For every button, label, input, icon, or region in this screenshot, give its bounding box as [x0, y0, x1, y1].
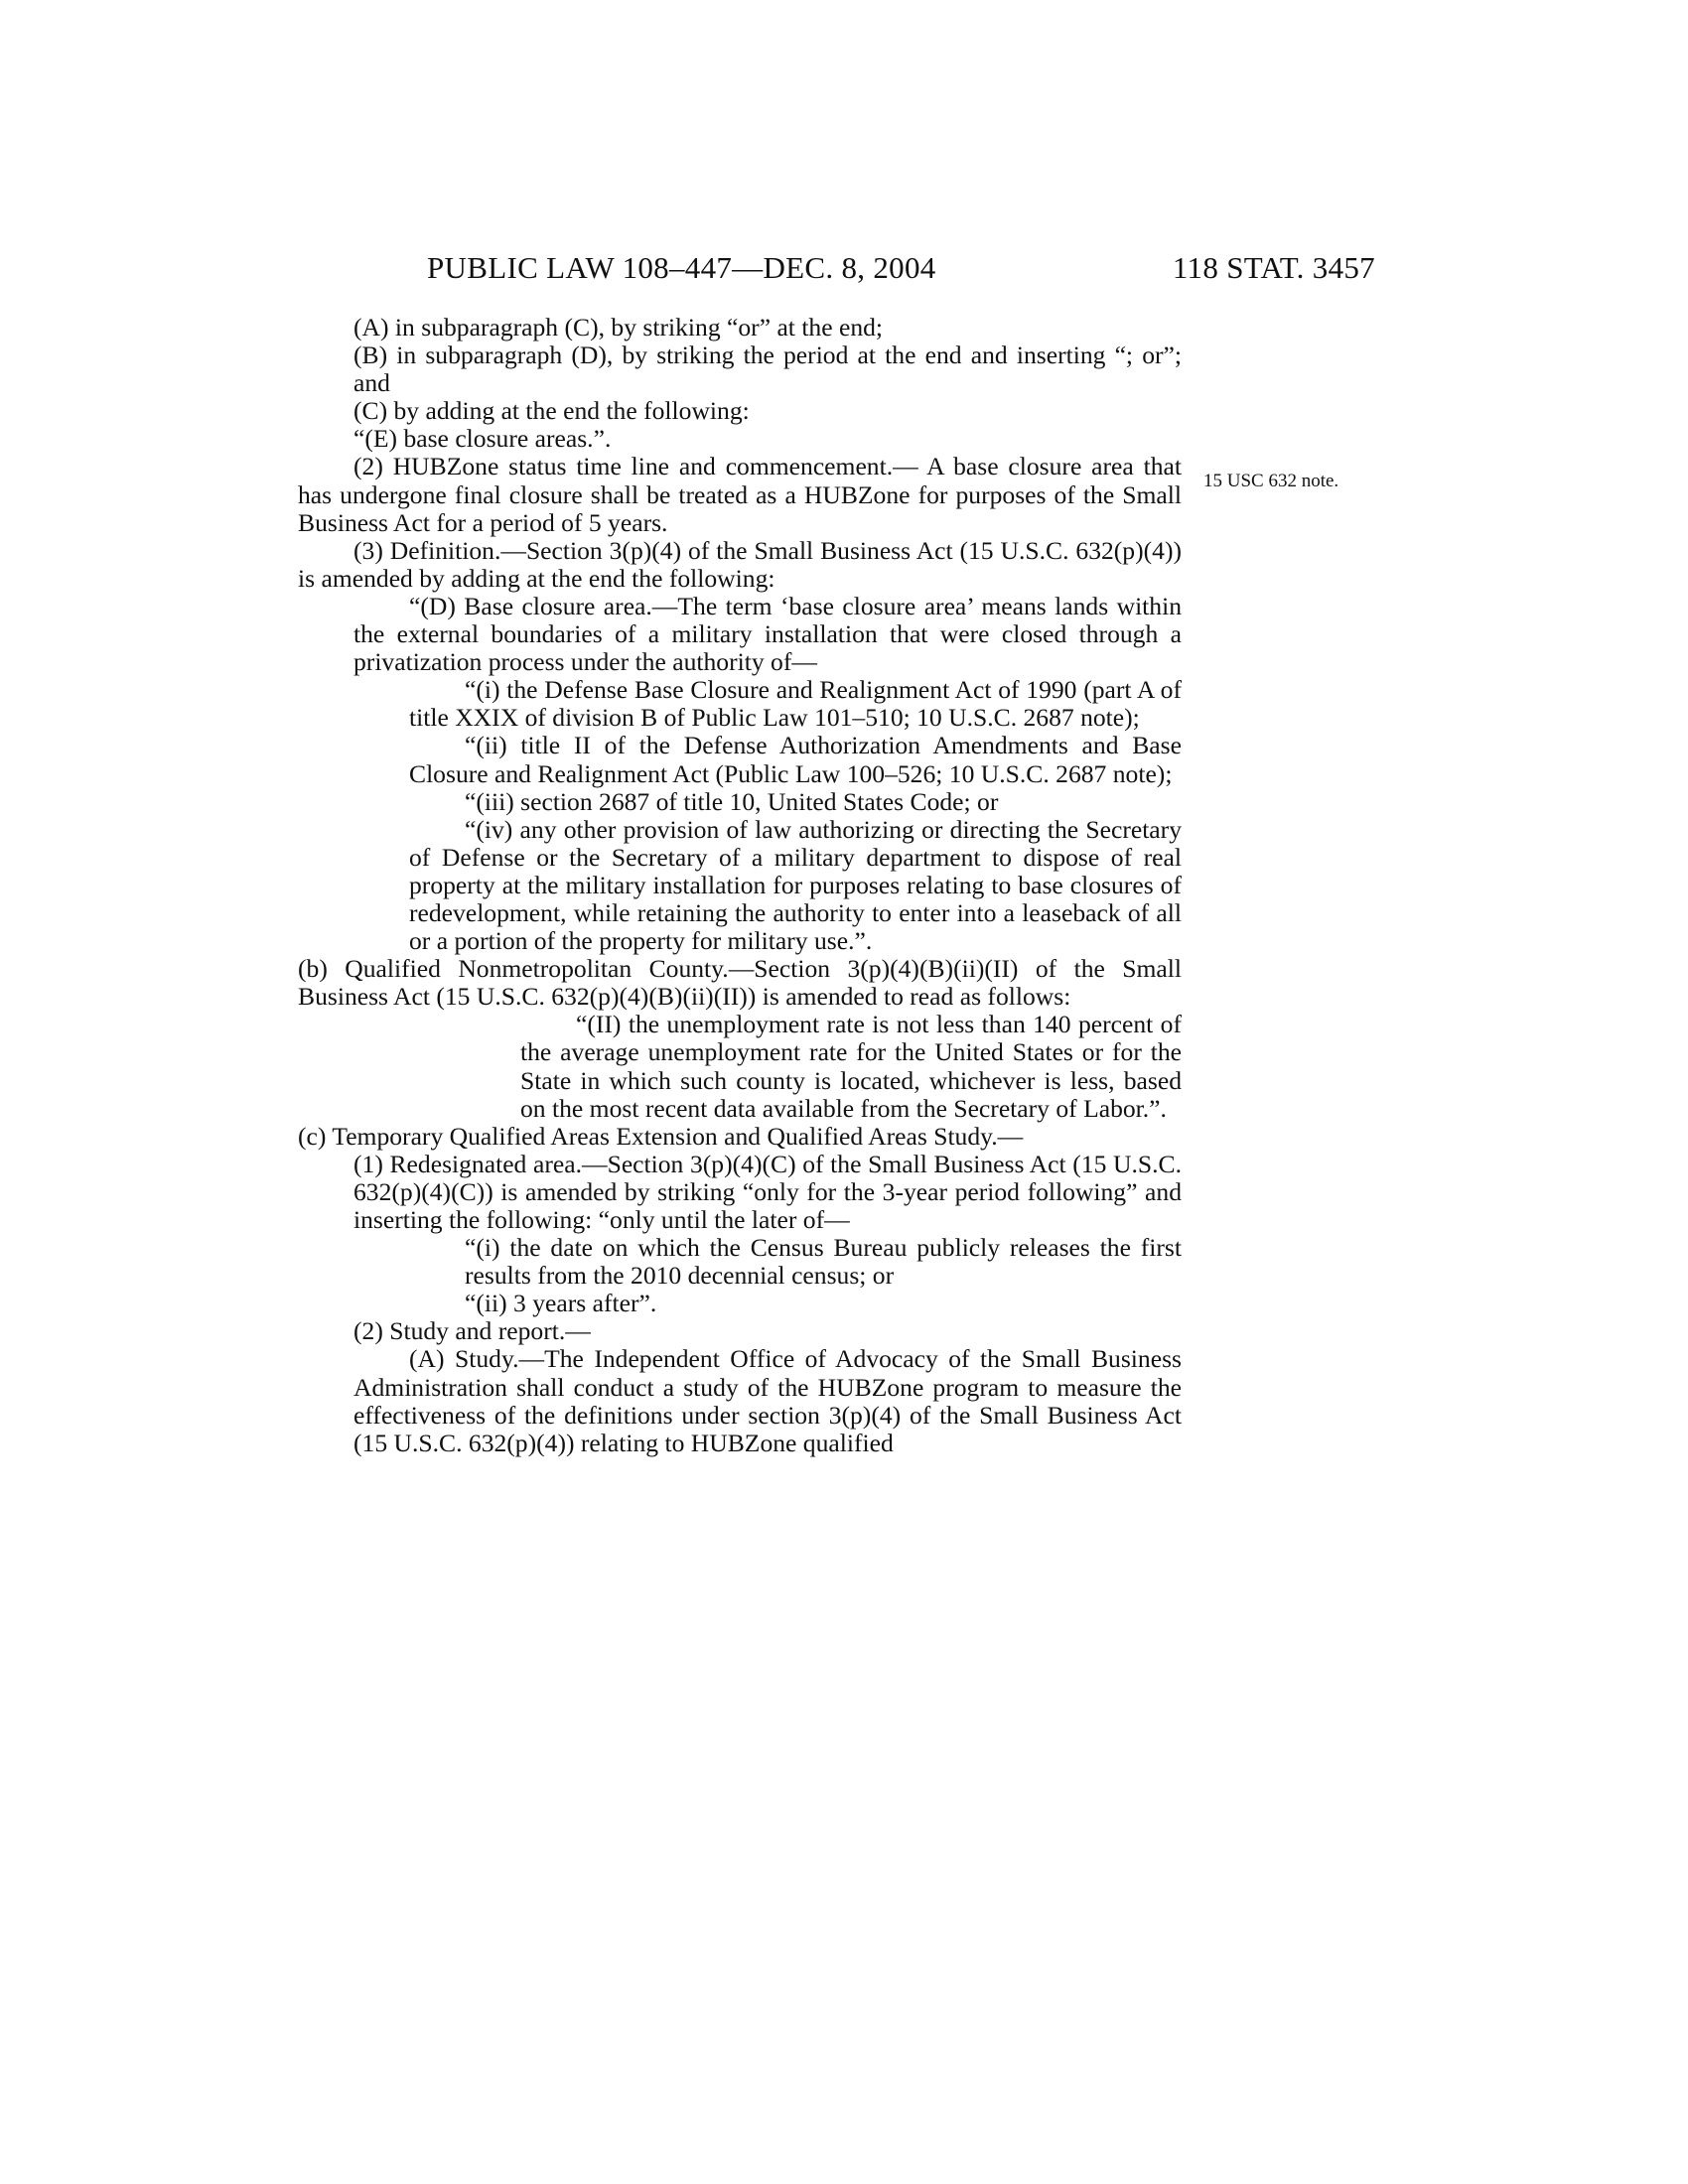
document-body — [298, 314, 1182, 1457]
paragraph-E-quote: “(E) base closure areas.”. — [353, 424, 612, 454]
clause-ii: “(ii) title II of the Defense Authorization Amendments and Base Closure and Realignment Act (Public Law 100–526; 10 U.S.C. 2687 note); — [409, 731, 1182, 788]
paragraph-C: (C) by adding at the end the following: — [353, 396, 750, 426]
running-head — [427, 250, 1375, 290]
definition-D-base-closure-area: “(D) Base closure area.—The term ‘base closure area’ means lands within the external boundaries of a military installation that were closed through a privatization process under the authority of— — [353, 591, 1182, 677]
paragraph-A: (A) in subparagraph (C), by striking “or” at the end; — [353, 313, 884, 341]
margin-citation-note: 15 USC 632 note. — [1203, 471, 1339, 491]
law-title: PUBLIC LAW 108–447—DEC. 8, 2004 — [427, 250, 936, 285]
stat-page-number: 118 STAT. 3457 — [1172, 250, 1375, 285]
clause-iii: “(iii) section 2687 of title 10, United States Code; or — [465, 786, 999, 816]
subsection-c-temporary-qualified-areas: (c) Temporary Qualified Areas Extension and Qualified Areas Study.— — [298, 1121, 1024, 1151]
paragraph-1-redesignated-area: (1) Redesignated area.—Section 3(p)(4)(C) of the Small Business Act (15 U.S.C. 632(p)(4)(C)) is amended by striking “only for the 3-year period following” and inserting the following: “only until the later of— — [353, 1149, 1182, 1234]
paragraph-2-study-and-report: (2) Study and report.— — [353, 1316, 591, 1346]
subsection-b-qualified-nonmetropolitan-county: (b) Qualified Nonmetropolitan County.—Section 3(p)(4)(B)(ii)(II) of the Small Business Act (15 U.S.C. 632(p)(4)(B)(ii)(II)) is amended to read as follows: — [298, 954, 1182, 1012]
subclause-II: “(II) the unemployment rate is not less than 140 percent of the average unemployment rate for the United States or for the State in which such county is located, whichever is less, based on the most recent data available from the Secretary of Labor.”. — [520, 1010, 1182, 1123]
section-2-hubzone-status: (2) HUBZone status time line and commencement.— A base closure area that has undergone final closure shall be treated as a HUBZone for purposes of the Small Business Act for a period of 5 years. — [298, 452, 1182, 537]
paragraph-B: (B) in subparagraph (D), by striking the period at the end and inserting “; or”; and — [353, 341, 1182, 398]
subparagraph-A-study: (A) Study.—The Independent Office of Advocacy of the Small Business Administration shall conduct a study of the HUBZone program to measure the effectiveness of the definitions under section 3(p)(4) of the Small Business Act (15 U.S.C. 632(p)(4)) relating to HUBZone qualified — [353, 1344, 1182, 1457]
clause-i: “(i) the Defense Base Closure and Realignment Act of 1990 (part A of title XXIX of division B of Public Law 101–510; 10 U.S.C. 2687 note); — [409, 675, 1182, 733]
redesignated-clause-ii: “(ii) 3 years after”. — [465, 1289, 657, 1318]
section-3-definition: (3) Definition.—Section 3(p)(4) of the Small Business Act (15 U.S.C. 632(p)(4)) is amended by adding at the end the following: — [298, 535, 1182, 593]
clause-iv: “(iv) any other provision of law authorizing or directing the Secretary of Defense or the Secretary of a military department to dispose of real property at the military installation for purposes relating to base closures of redevelopment, while retaining the authority to enter into a leaseback of all or a portion of the property for military use.”. — [409, 814, 1182, 956]
redesignated-clause-i: “(i) the date on which the Census Bureau publicly releases the first results from the 2010 decennial census; or — [465, 1233, 1182, 1291]
